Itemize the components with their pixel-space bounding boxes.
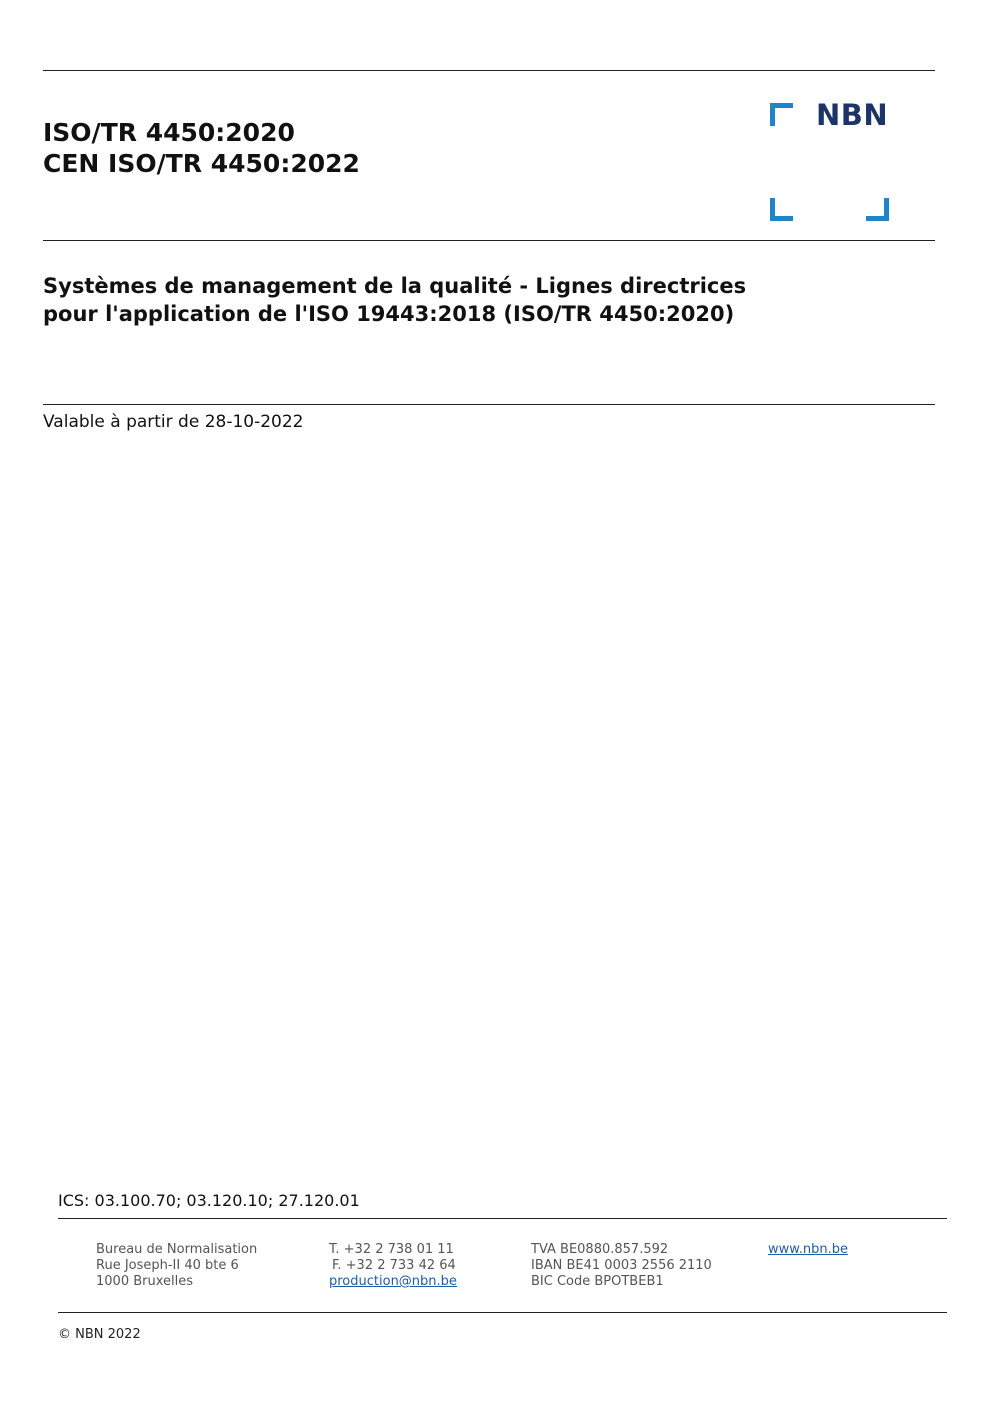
iban: IBAN BE41 0003 2556 2110 (531, 1258, 712, 1273)
footer-top-rule (58, 1218, 947, 1219)
cen-standard-number: CEN ISO/TR 4450:2022 (43, 149, 360, 178)
footer-contact (329, 1242, 457, 1290)
validity-date: Valable à partir de 28-10-2022 (43, 412, 304, 432)
vat-number: TVA BE0880.857.592 (531, 1242, 669, 1257)
address-line: 1000 Bruxelles (96, 1274, 194, 1289)
bic-code: BIC Code BPOTBEB1 (531, 1274, 664, 1289)
standard-numbers (43, 117, 360, 179)
title-rule (43, 404, 935, 405)
top-rule (43, 70, 935, 71)
document-title-line-2: pour l'application de l'ISO 19443:2018 (ISO/TR 4450:2020) (43, 302, 735, 326)
phone-number: T. +32 2 738 01 11 (329, 1242, 454, 1257)
header-rule (43, 240, 935, 241)
footer-website (768, 1242, 848, 1258)
copyright: © NBN 2022 (58, 1327, 141, 1342)
footer-bottom-rule (58, 1312, 947, 1313)
document-title-line-1: Systèmes de management de la qualité - Lignes directrices (43, 274, 747, 298)
footer-bank (531, 1242, 712, 1290)
ics-codes: ICS: 03.100.70; 03.120.10; 27.120.01 (58, 1191, 360, 1210)
address-line: Rue Joseph-II 40 bte 6 (96, 1258, 239, 1273)
iso-standard-number: ISO/TR 4450:2020 (43, 118, 295, 147)
logo-corner-top-left (770, 103, 793, 126)
email-link[interactable]: production@nbn.be (329, 1274, 457, 1289)
footer-address (96, 1242, 257, 1290)
nbn-logo (766, 98, 892, 224)
logo-corner-bottom-left (770, 198, 793, 221)
fax-number: F. +32 2 733 42 64 (332, 1258, 456, 1273)
address-line: Bureau de Normalisation (96, 1242, 258, 1257)
logo-text: NBN (816, 98, 889, 132)
website-link[interactable]: www.nbn.be (768, 1242, 848, 1257)
logo-corner-bottom-right (866, 198, 889, 221)
document-title (43, 272, 923, 328)
